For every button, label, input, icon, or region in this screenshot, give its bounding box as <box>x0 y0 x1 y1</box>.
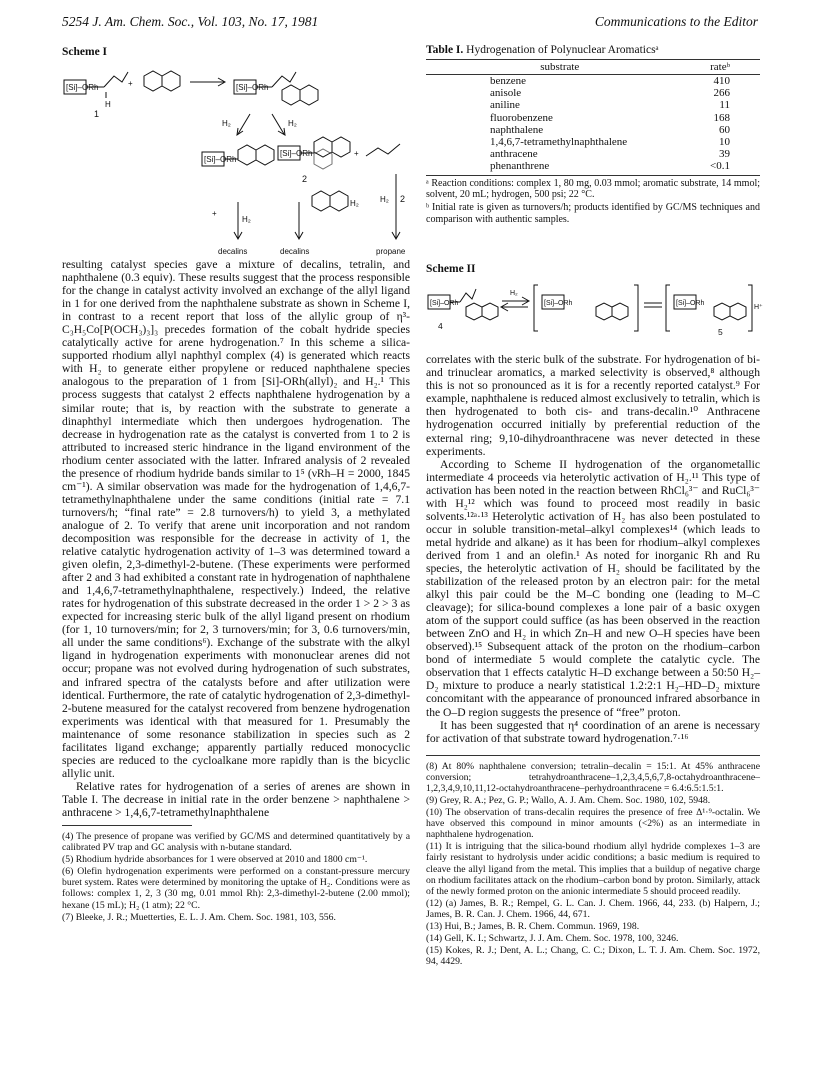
running-header <box>62 14 758 34</box>
compound-1-label: 1 <box>94 109 100 119</box>
left-paragraph-2: Relative rates for hydrogenation of a series of arenes are shown in Table I. The decrease in initial rate in the order benzene > naphthalene > anthracene > 1,4,6,7-tetramethylnaphthalene <box>62 779 410 819</box>
compound-5-label: 5 <box>718 327 723 338</box>
scheme-1-h2-right: H₂ <box>288 119 297 128</box>
table-cell-substrate: aniline <box>490 99 520 112</box>
scheme-2-title: Scheme II <box>426 263 476 276</box>
table-cell-substrate: 1,4,6,7-tetramethylnaphthalene <box>490 136 628 149</box>
left-column <box>62 44 410 924</box>
table-1-title <box>426 44 760 56</box>
footnote-4: (4) The presence of propane was verified by GC/MS and determined quantitatively by a calibrated PV trap and GC analysis with n-butane standard. <box>62 831 410 854</box>
scheme-2-si-orh-a: [Si]–ORh <box>544 300 573 308</box>
table-row <box>426 160 760 175</box>
scheme-1-left-product: [Si]–ORh <box>204 155 237 164</box>
table-1 <box>426 59 760 176</box>
footnote-6: (6) Olefin hydrogenation experiments were performed on a constant-pressure mercury buret system. Rates were determined by monitoring the uptake of H₂. Conditions were as follows: complex 1, 2, 3 (30 mg, 0.01 mmol Rh): 2,3-dimethyl-2-butene (2.00 mmol); hexane (15 mL); H₂ (1 atm); 22 °C. <box>62 866 410 911</box>
table-cell-rate: 410 <box>713 75 730 87</box>
scheme-1-h-label: H <box>105 100 111 109</box>
footnote-9: (9) Grey, R. A.; Pez, G. P.; Wallo, A. J. Am. Chem. Soc. 1980, 102, 5948. <box>426 794 711 806</box>
left-paragraph-1: resulting catalyst species gave a mixture of decalins, tetralin, and naphthalene (0.3 equiv). These results suggest that the process responsible for the change in catalyst activity involved an exchange of the allyl ligand in 1 for one derived from the naphthalene substrate as shown in Scheme I, in contrast to a recent report that loss of the allylic group of η³-C₃H₅Co[P(OCH₃)₃]₃ precedes formation of the cobalt hydride species catalytically active for arene hydrogenation.⁷ In this scheme a silica-supported rhodium allyl naphthyl complex (4) is generated which reacts with H₂ to generate either propylene or reduced naphthalene species analogous to the preparation of 1 from [Si]-ORh(allyl)₂ and H₂.¹ This process suggests that catalyst 2 effects naphthalene hydrogenation by a similar route; that is, by reaction with the substrate to generate a dinaphthyl intermediate which then undergoes hydrogenation. The decrease in hydrogenation rate as the catalyst is converted from 1 to 2 is attributed to increased steric hindrance in the ligand environment of the rhodium center associated with the latter. Infrared analysis of 2 revealed the presence of rhodium hydride bands similar to 1⁵ (νRh–H = 2000, 1845 cm⁻¹). A similar observation was made for the hydrogenation of 1,4,6,7-tetramethylnaphthalene under the same conditions (initial rate = 7.1 turnovers/h; “final rate” = 2.8 turnovers/h) to yield 3, a methylated analogue of 2. To verify that arene unit incorporation and not random decomposition was responsible for the decrease in activity of 1, the relative catalytic hydrogenation activity of 1–3 was determined toward a given olefin, 2,3-dimethyl-2-butene. (These experiments were performed after 2 and 3 had exhibited a constant rate in hydrogenation of naphthalene and 1,4,6,7-tetramethylnaphthalene, respectively.) Indeed, the relative rates for hydrogenation of this substrate decreased in the order 1 > 2 > 3 as expected for increasing steric bulk of the allyl ligand present on rhodium (for 1, 10 turnovers/min; for 2, 3 turnovers/min; for 3, 0.6 turnovers/min, all under the same conditions⁶). Exchange of the substrate with the alkyl ligand in hydrogenation experiments with mononuclear arenes did not occur; propane was not evolved during hydrogenation of such substrates, and infrared spectra of the catalysts before and after utilization were identical. Furthermore, the rate of catalytic hydrogenation of 2,3-dimethyl-2-butene measured for the catalyst recovered from benzene hydrogenation experiments was identical with that measured for 1. Presumably the maintenance of some resonance stabilization in species such as 2 facilitates ligand exchange; apparently partially reduced monocyclic species are reduced to the cycloalkane more rapidly than is the bicyclic allylic unit. <box>62 258 410 780</box>
table-row <box>426 124 760 136</box>
table-cell-substrate: fluorobenzene <box>490 111 553 124</box>
journal-citation: 5254 J. Am. Chem. Soc., Vol. 103, No. 17, 1981 <box>62 14 319 29</box>
scheme-2-h2: H₂ <box>510 290 518 298</box>
scheme-2-figure <box>426 279 763 341</box>
table-cell-rate: 11 <box>719 99 730 112</box>
footnote-13: (13) Hui, B.; James, B. R. Chem. Commun. 1969, 198. <box>426 920 640 932</box>
table-header-rate: rateᵇ <box>694 60 760 75</box>
footnote-15: (15) Kokes, R. J.; Dent, A. L.; Chang, C. C.; Dixon, L. T. J. Am. Chem. Soc. 1972, 94, 4429. <box>426 945 760 968</box>
scheme-2-si-orh-5: [Si]–ORh <box>676 300 705 308</box>
right-paragraph-2: According to Scheme II hydrogenation of the organometallic intermediate 4 proceeds via heterolytic activation of H₂.¹¹ This type of activation has been noted in the reaction between RhCl₆³⁻ and RuCl₆³⁻ with H₂¹² which was found to proceed most readily in basic solvents.¹²ᵃ·¹³ Heterolytic activation of H₂ has also been postulated to occur in soluble transition-metal–alkyl complexes¹⁴ (which leads to metal hydride and alkane) as it has been for rhodium–alkyl complexes derived from 1 and an olefin.¹ As noted for inorganic Rh and Ru species, the heterolytic activation of H₂ should be facilitated by the stabilization of the released proton by an electron pair: for the metal alkyl this pair could be the M–C bonding one (leading to M–C cleavage); for silica-bound complexes a lone pair of a basic oxygen atom of the support could suffice (as has been observed in the reaction between ZnO and H₂ in which Zn–H and new O–H species have been observed).¹⁵ Subsequent attack of the proton on the rhodium–carbon bond of intermediate 5 would complete the catalytic cycle. The observation that 1 effects catalytic H–D exchange between a 50:50 H₂–D₂ mixture to produce a nearly statistical 1.2:2:1 H₂–HD–D₂ mixture concomitant with the appearance of pronounced infrared absorbance in the O–D region suggests the presence of “free” proton. <box>426 457 760 719</box>
table-cell-rate: 60 <box>719 123 730 136</box>
compound-2-label-side: 2 <box>400 194 406 204</box>
scheme-1-figure <box>62 62 410 258</box>
table-cell-rate: 266 <box>713 87 730 100</box>
scheme-1-h2-left: H₂ <box>222 119 231 128</box>
table-1-note-b: ᵇ Initial rate is given as turnovers/h; products identified by GC/MS techniques and comparison with authentic samples. <box>426 202 760 225</box>
scheme-1-product-label: [Si]–ORh <box>236 83 269 92</box>
footnote-10: (10) The observation of trans-decalin requires the presence of free Δ¹·⁹-octalin. We have observed this compound in minor amounts (<2%) as an intermediate in naphthalene hydrogenation. <box>426 807 760 841</box>
decalins-label-right: decalins <box>280 247 310 256</box>
scheme-1-right-product: [Si]–ORh <box>280 149 313 158</box>
compound-4-label: 4 <box>438 321 443 332</box>
table-cell-substrate: anisole <box>490 87 522 100</box>
plus-sign: + <box>212 209 217 218</box>
table-cell-substrate: benzene <box>490 75 527 87</box>
scheme-1-h2-down: H₂ <box>242 215 251 224</box>
table-1-number: Table I. <box>426 44 464 56</box>
footnote-5: (5) Rhodium hydride absorbances for 1 were observed at 2010 and 1800 cm⁻¹. <box>62 854 368 866</box>
footnote-divider-right <box>426 755 760 756</box>
decalins-label-left: decalins <box>218 247 248 256</box>
propane-label: propane <box>376 247 406 256</box>
footnote-8: (8) At 80% naphthalene conversion; tetralin–decalin = 15:1. At 45% anthracene conversion; tetrahydroanthracene–1,2,3,4,5,6,7,8-octahydroanthracene–1,2,3,4,9,10,11,12-octahydroanthracene–perhydroanthracene = 6.4:6.5:1.5:1. <box>426 760 760 794</box>
scheme-1-title: Scheme I <box>62 46 108 58</box>
table-cell-rate: 39 <box>719 148 730 161</box>
section-title: Communications to the Editor <box>594 14 758 29</box>
table-cell-substrate: naphthalene <box>490 123 544 136</box>
footnote-divider <box>62 825 192 826</box>
right-paragraph-1: correlates with the steric bulk of the substrate. For hydrogenation of bi- and trinuclear aromatics, a marked selectivity is observed,⁸ although this is not so pronounced as it is for a recently reported catalyst.⁹ For example, naphthalene is reduced almost exclusively to tetralin, which is then hydrogenated to both cis- and trans-decalin.¹⁰ Anthracene hydrogenation occurred initially by preferential reduction of the external ring; 9,10-dihydroanthracene was never detected in these experiments. <box>426 353 760 458</box>
compound-2-label: 2 <box>302 174 308 184</box>
scheme-1-h2-naph: H₂ <box>350 199 359 208</box>
right-paragraph-3: It has been suggested that η⁴ coordination of an arene is necessary for activation of that substrate toward hydrogenation.⁷·¹⁶ <box>426 718 760 745</box>
table-row <box>426 136 760 148</box>
table-cell-substrate: anthracene <box>490 148 538 161</box>
plus-sign: + <box>354 149 359 158</box>
footnote-12: (12) (a) James, B. R.; Rempel, G. L. Can. J. Chem. 1966, 44, 233. (b) Halpern, J.; James, B. R. Can. J. Chem. 1966, 44, 671. <box>426 897 760 920</box>
table-header-substrate: substrate <box>426 60 694 75</box>
table-cell-rate: <0.1 <box>694 160 760 175</box>
scheme-2-si-orh-4: [Si]–ORh <box>430 300 459 308</box>
table-row <box>426 99 760 111</box>
scheme-2-h-plus: H⁺ <box>754 304 763 312</box>
plus-sign: + <box>128 79 133 88</box>
footnote-14: (14) Gell, K. I.; Schwartz, J. J. Am. Chem. Soc. 1978, 100, 3246. <box>426 933 679 945</box>
table-cell-substrate: phenanthrene <box>426 160 694 175</box>
right-column <box>426 44 763 968</box>
scheme-1-h2-prop: H₂ <box>380 195 389 204</box>
table-cell-rate: 10 <box>719 136 730 149</box>
table-1-caption: Hydrogenation of Polynuclear Aromaticsᵃ <box>466 44 659 56</box>
footnote-7: (7) Bleeke, J. R.; Muetterties, E. L. J. Am. Chem. Soc. 1981, 103, 556. <box>62 911 336 923</box>
table-row <box>426 75 760 88</box>
table-row <box>426 148 760 160</box>
table-cell-rate: 168 <box>713 111 730 124</box>
footnote-11: (11) It is intriguing that the silica-bound rhodium allyl hydride complexes 1–3 are fairly resistant to hydrolysis under acidic conditions; a basic medium is required to cleave the allyl ligand from the metal. This implies that a buildup of negative charge on rhodium facilitates attack on the rhodium–carbon bond by proton. Similarly, attack of the newly formed proton on the anionic intermediate 5 should proceed readily. <box>426 841 760 897</box>
table-1-note-a: ᵃ Reaction conditions: complex 1, 80 mg, 0.03 mmol; aromatic substrate, 14 mmol; solvent, 20 mL; hydrogen, 500 psi; 22 °C. <box>426 177 760 201</box>
scheme-1-si-orh-label: [Si]–ORh <box>66 83 99 92</box>
table-row <box>426 87 760 99</box>
table-row <box>426 112 760 124</box>
